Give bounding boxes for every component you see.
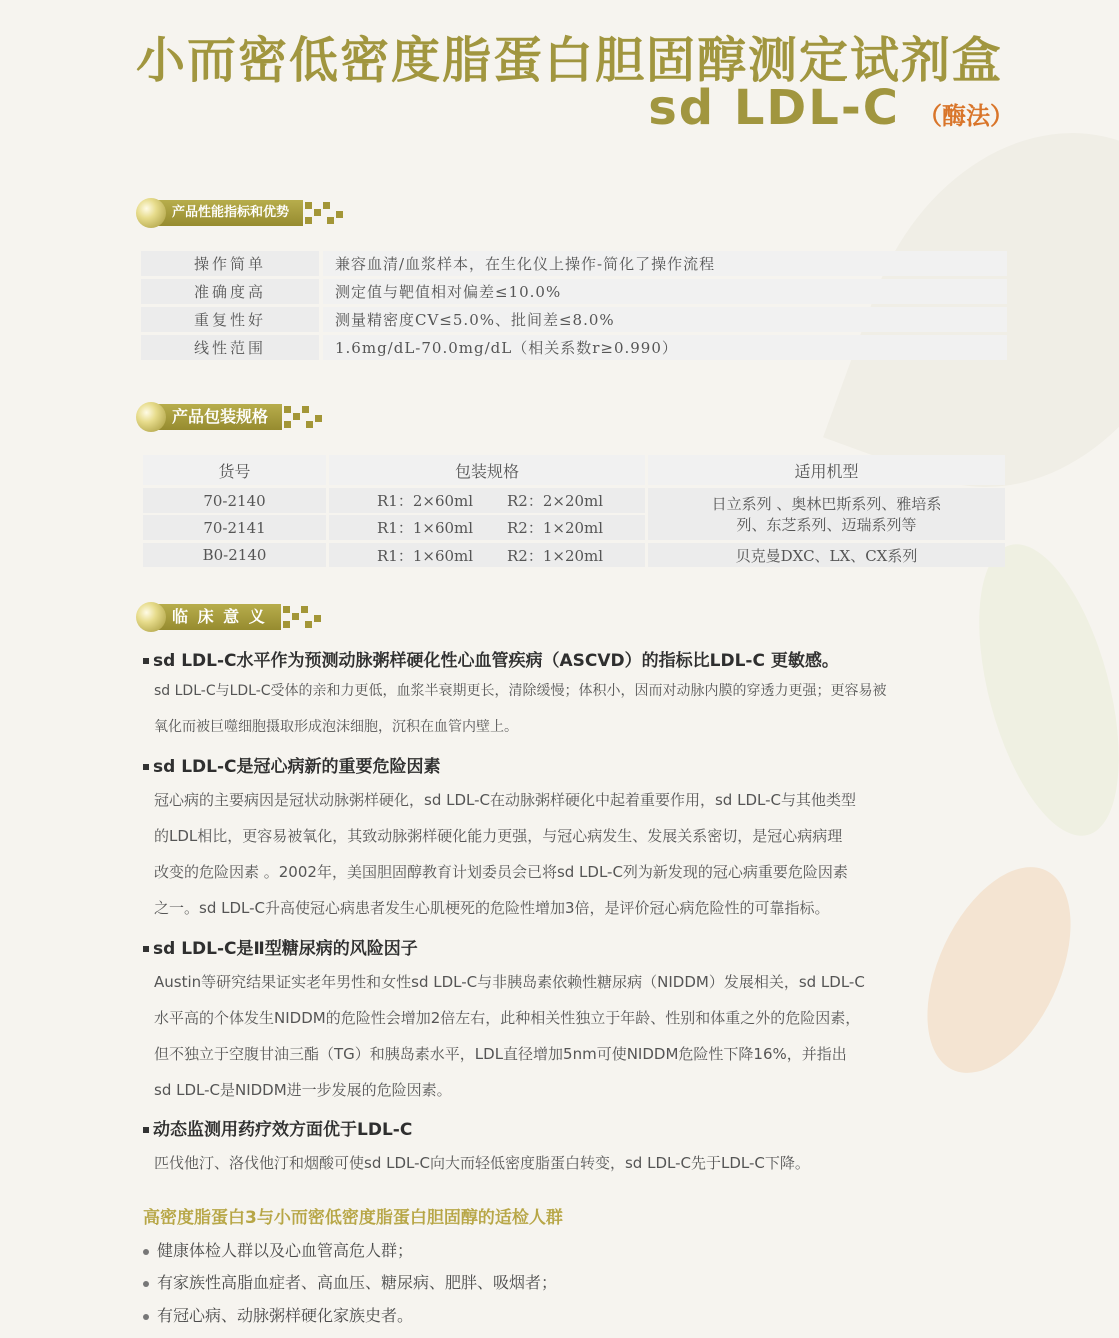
table-header: 包装规格 <box>329 455 645 485</box>
paragraph-line: 冠心病的主要病因是冠状动脉粥样硬化，sd LDL-C在动脉粥样硬化中起着重要作用，sd LDL-C与其他类型 <box>154 791 856 809</box>
table-key: 准确度高 <box>141 279 319 304</box>
item-code: B0-2140 <box>143 543 326 567</box>
clinical-paragraph <box>154 673 1006 745</box>
bullet-dot-icon <box>143 1249 149 1255</box>
paragraph-line: 改变的危险因素 。2002年，美国胆固醇教育计划委员会已将sd LDL-C列为新发现的冠心病重要危险因素 <box>154 863 848 881</box>
section-header-performance <box>136 196 343 230</box>
compatible-models: 贝克曼DXC、LX、CX系列 <box>648 543 1005 567</box>
product-code: sd LDL-C <box>648 80 900 136</box>
models-line: 列、东芝系列、迈瑞系列等 <box>736 516 917 534</box>
section-title: 产品包装规格 <box>158 404 282 430</box>
clinical-heading: 动态监测用药疗效方面优于LDL-C <box>143 1115 412 1140</box>
table-key: 线性范围 <box>141 335 319 360</box>
bullet-dot-icon <box>143 1314 149 1320</box>
checker-decoration-icon <box>281 604 321 630</box>
section-header-packaging <box>136 400 322 434</box>
clinical-paragraph <box>154 782 1006 926</box>
table-row <box>141 307 1007 332</box>
table-header: 货号 <box>143 455 326 485</box>
table-header: 适用机型 <box>648 455 1005 485</box>
item-code: 70-2141 <box>143 515 326 540</box>
item-code: 70-2140 <box>143 488 326 513</box>
table-row <box>141 251 1007 276</box>
section-ball-icon <box>136 402 166 432</box>
table-key: 重复性好 <box>141 307 319 332</box>
r2-spec: R2：1×20ml <box>507 519 604 537</box>
table-row <box>141 335 1007 360</box>
packaging-table <box>143 455 1005 567</box>
list-item: 有家族性高脂血症者、高血压、糖尿病、肥胖、吸烟者； <box>143 1270 557 1293</box>
population-title: 高密度脂蛋白3与小而密低密度脂蛋白胆固醇的适检人群 <box>143 1208 563 1228</box>
section-ball-icon <box>136 198 166 228</box>
clinical-heading: sd LDL-C水平作为预测动脉粥样硬化性心血管疾病（ASCVD）的指标比LDL-C 更敏感。 <box>143 646 839 671</box>
clinical-paragraph <box>154 1145 1006 1181</box>
clinical-paragraph <box>154 964 1006 1108</box>
section-title: 产品性能指标和优势 <box>158 200 303 226</box>
section-title: 临 床 意 义 <box>158 604 281 630</box>
bullet-dot-icon <box>143 1281 149 1287</box>
list-item: 健康体检人群以及心血管高危人群； <box>143 1238 413 1261</box>
paragraph-line: Austin等研究结果证实老年男性和女性sd LDL-C与非胰岛素依赖性糖尿病（NIDDM）发展相关，sd LDL-C <box>154 973 865 991</box>
table-value: 1.6mg/dL-70.0mg/dL（相关系数r≥0.990） <box>323 335 1007 360</box>
paragraph-line: 匹伐他汀、洛伐他汀和烟酸可使sd LDL-C向大而轻低密度脂蛋白转变，sd LDL-C先于LDL-C下降。 <box>154 1154 810 1172</box>
list-item: 有冠心病、动脉粥样硬化家族史者。 <box>143 1303 413 1326</box>
checker-decoration-icon <box>282 404 322 430</box>
r1-spec: R1：2×60ml <box>377 492 474 510</box>
paragraph-line: sd LDL-C是NIDDM进一步发展的危险因素。 <box>154 1081 452 1099</box>
checker-decoration-icon <box>303 200 343 226</box>
page-title: 小而密低密度脂蛋白胆固醇测定试剂盒 <box>136 32 1004 89</box>
table-value: 测量精密度CV≤5.0%、批间差≤8.0% <box>323 307 1007 332</box>
table-value: 测定值与靶值相对偏差≤10.0% <box>323 279 1007 304</box>
clinical-heading: sd LDL-C是冠心病新的重要危险因素 <box>143 752 441 777</box>
square-bullet-icon <box>143 946 149 952</box>
paragraph-line: 的LDL相比，更容易被氧化，其致动脉粥样硬化能力更强，与冠心病发生、发展关系密切，是冠心病病理 <box>154 827 843 845</box>
compatible-models <box>648 488 1005 540</box>
section-ball-icon <box>136 602 166 632</box>
paragraph-line: 但不独立于空腹甘油三酯（TG）和胰岛素水平，LDL直径增加5nm可使NIDDM危险性下降16%，并指出 <box>154 1045 847 1063</box>
paragraph-line: sd LDL-C与LDL-C受体的亲和力更低，血浆半衰期更长，清除缓慢；体积小，因而对动脉内膜的穿透力更强；更容易被 <box>154 683 887 699</box>
method-label: （酶法） <box>918 102 1014 130</box>
models-line: 日立系列 、奥林巴斯系列、雅培系 <box>711 495 942 513</box>
clinical-heading: sd LDL-C是Ⅱ型糖尿病的风险因子 <box>143 934 418 959</box>
product-code-title <box>0 80 1014 136</box>
performance-table <box>141 248 1007 363</box>
r1-spec: R1：1×60ml <box>377 519 474 537</box>
paragraph-line: 水平高的个体发生NIDDM的危险性会增加2倍左右，此种相关性独立于年龄、性别和体重之外的危险因素， <box>154 1009 861 1027</box>
square-bullet-icon <box>143 1127 149 1133</box>
package-spec <box>329 488 645 513</box>
paragraph-line: 之一。sd LDL-C升高使冠心病患者发生心肌梗死的危险性增加3倍，是评价冠心病危险性的可靠指标。 <box>154 899 830 917</box>
table-key: 操作简单 <box>141 251 319 276</box>
r2-spec: R2：2×20ml <box>507 492 604 510</box>
r1-spec: R1：1×60ml <box>377 546 474 565</box>
square-bullet-icon <box>143 658 149 664</box>
package-spec <box>329 515 645 540</box>
package-spec <box>329 543 645 567</box>
paragraph-line: 氧化而被巨噬细胞摄取形成泡沫细胞，沉积在血管内壁上。 <box>154 719 518 735</box>
r2-spec: R2：1×20ml <box>507 546 604 565</box>
table-value: 兼容血清/血浆样本，在生化仪上操作-简化了操作流程 <box>323 251 1007 276</box>
square-bullet-icon <box>143 764 149 770</box>
table-row <box>141 279 1007 304</box>
section-header-clinical <box>136 600 321 634</box>
